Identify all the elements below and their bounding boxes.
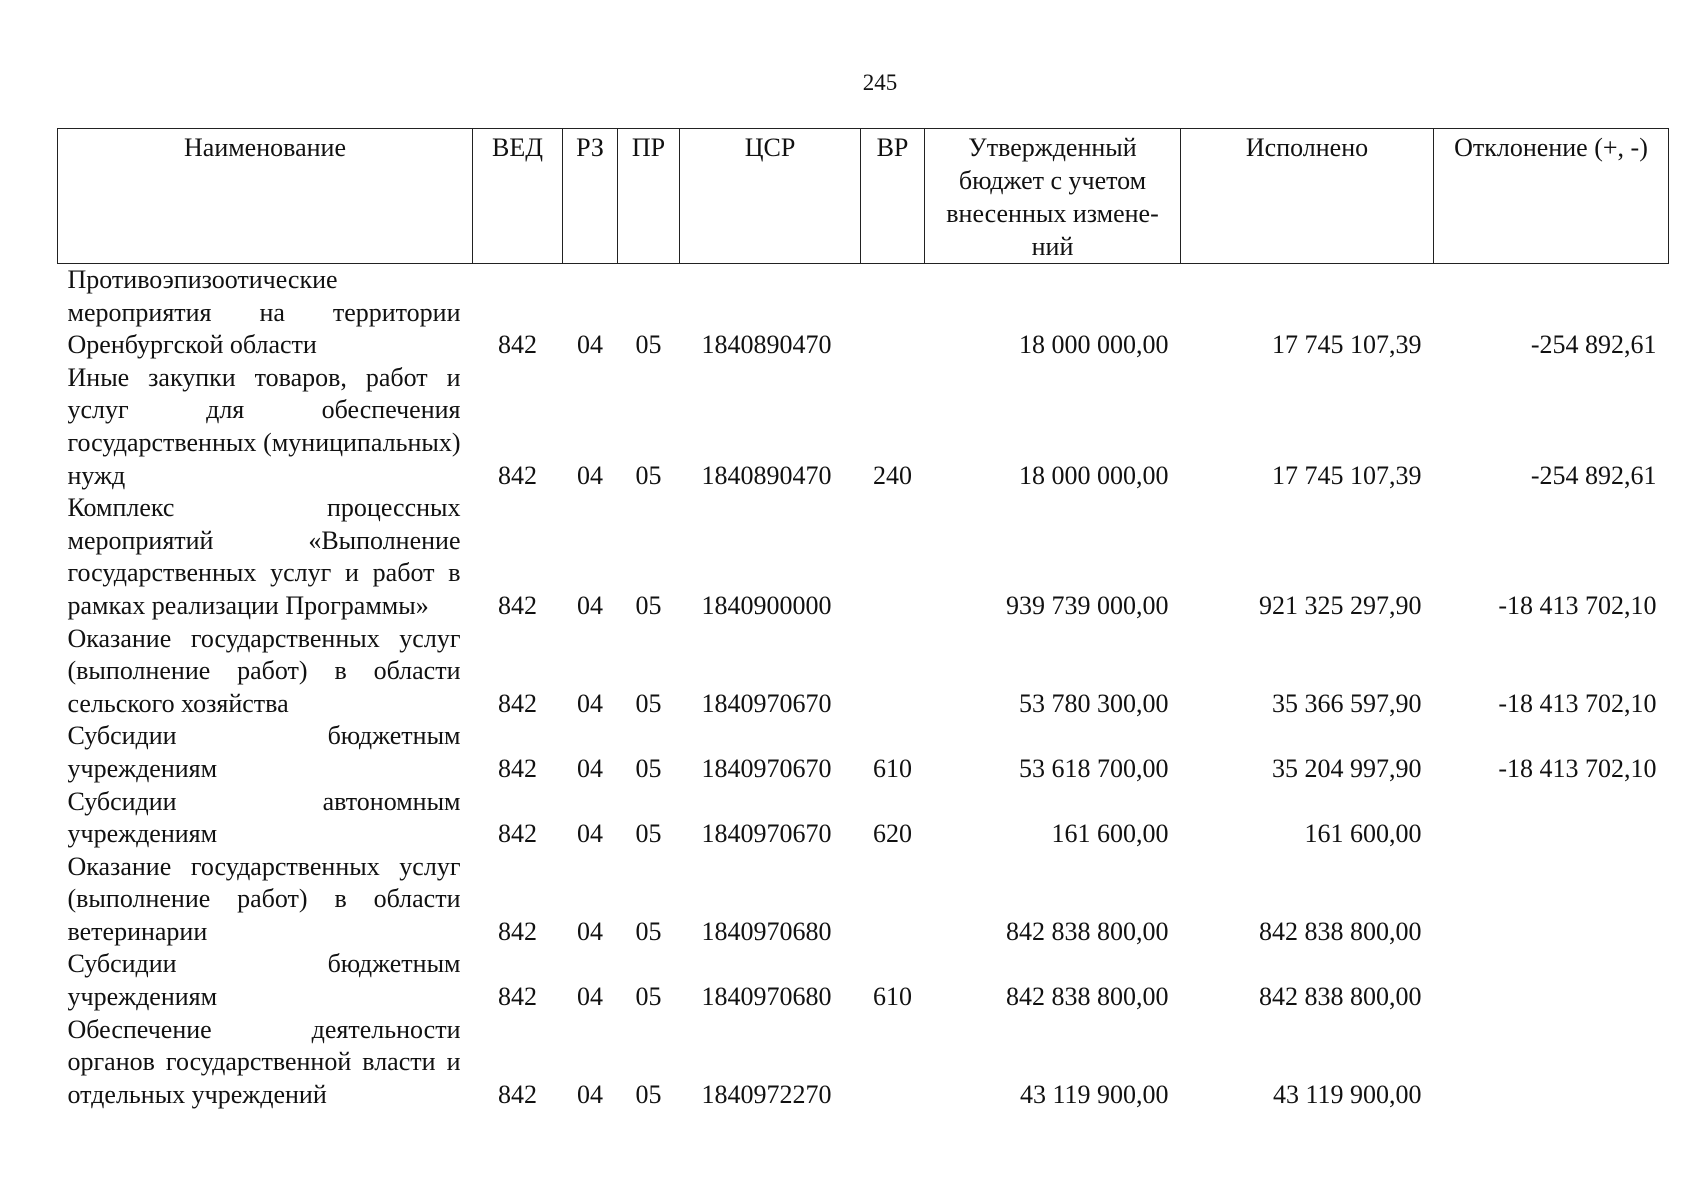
cell-name: Противоэпизоотические мероприятия на территории Оренбургской области: [67, 265, 461, 360]
cell-csr: 1840970670: [701, 819, 832, 849]
page-number: 245: [862, 70, 898, 95]
header-ved: ВЕД: [473, 129, 563, 264]
cell-approved: 53 618 700,00: [1019, 753, 1169, 783]
cell-vr: 610: [873, 753, 912, 783]
cell-approved: 53 780 300,00: [1019, 688, 1169, 718]
cell-vr: [861, 264, 925, 362]
cell-rz: 04: [577, 590, 603, 620]
cell-executed: 17 745 107,39: [1272, 460, 1422, 490]
header-rz: РЗ: [563, 129, 618, 264]
cell-csr: 1840970680: [701, 982, 832, 1012]
cell-rz: 04: [577, 819, 603, 849]
cell-pr: 05: [635, 819, 662, 849]
cell-ved: 842: [498, 819, 537, 849]
cell-executed: 161 600,00: [1304, 819, 1422, 849]
table-row: [58, 786, 1669, 851]
cell-name: Субсидии бюджетным учреждениям: [67, 721, 461, 783]
cell-pr: 05: [635, 330, 662, 360]
cell-approved: 842 838 800,00: [1006, 916, 1169, 946]
header-csr: ЦСР: [680, 129, 861, 264]
cell-ved: 842: [498, 590, 537, 620]
table-row: [58, 492, 1669, 622]
cell-deviation: [1434, 786, 1669, 851]
cell-vr: 620: [873, 819, 912, 849]
cell-rz: 04: [577, 460, 603, 490]
cell-deviation: -254 892,61: [1530, 460, 1657, 490]
cell-name: Оказание государственных услуг (выполнение работ) в области ветеринарии: [67, 851, 461, 946]
header-deviation: Отклонение (+, -): [1434, 129, 1669, 264]
cell-vr: [861, 492, 925, 622]
cell-rz: 04: [577, 982, 603, 1012]
cell-approved: 939 739 000,00: [1006, 590, 1169, 620]
cell-ved: 842: [498, 460, 537, 490]
cell-pr: 05: [635, 590, 662, 620]
cell-vr: [861, 623, 925, 721]
cell-approved: 842 838 800,00: [1006, 982, 1169, 1012]
table-row: [58, 362, 1669, 492]
cell-pr: 05: [635, 982, 662, 1012]
header-pr: ПР: [618, 129, 680, 264]
cell-rz: 04: [577, 1079, 603, 1109]
cell-executed: 842 838 800,00: [1259, 982, 1422, 1012]
table-row: [58, 264, 1669, 362]
cell-ved: 842: [498, 330, 537, 360]
table-row: [58, 948, 1669, 1013]
cell-executed: 921 325 297,90: [1259, 590, 1422, 620]
cell-name: Субсидии бюджетным учреждениям: [67, 949, 461, 1012]
cell-name: Обеспечение деятельности органов государственной власти и отдельных учреждений: [67, 1014, 461, 1109]
cell-executed: 17 745 107,39: [1272, 330, 1422, 360]
cell-ved: 842: [498, 916, 537, 946]
cell-approved: 43 119 900,00: [1019, 1079, 1169, 1109]
cell-name: Иные закупки товаров, работ и услуг для обеспечения государственных (муниципальных) нужд: [67, 362, 461, 490]
cell-csr: 1840970670: [701, 753, 832, 783]
cell-csr: 1840970680: [701, 916, 832, 946]
table-row: [58, 1014, 1669, 1112]
cell-pr: 05: [635, 1079, 662, 1109]
cell-ved: 842: [498, 688, 537, 718]
table-body: [58, 264, 1669, 1112]
table-row: [58, 720, 1669, 785]
cell-ved: 842: [498, 982, 537, 1012]
cell-executed: 43 119 900,00: [1272, 1079, 1422, 1109]
cell-deviation: -18 413 702,10: [1498, 753, 1657, 783]
cell-name: Субсидии автономным учреждениям: [67, 786, 461, 849]
cell-name: Оказание государственных услуг (выполнение работ) в области сельского хозяйства: [67, 623, 461, 718]
table-row: [58, 851, 1669, 949]
header-vr: ВР: [861, 129, 925, 264]
cell-csr: 1840970670: [701, 688, 832, 718]
cell-deviation: -254 892,61: [1530, 330, 1657, 360]
budget-table: [57, 128, 1669, 1111]
cell-executed: 35 366 597,90: [1272, 688, 1422, 718]
cell-pr: 05: [635, 460, 662, 490]
cell-deviation: [1434, 1014, 1669, 1112]
table-header: [58, 129, 1669, 264]
header-approved: Утвержденный бюджет с учетом внесенных измене-ний: [925, 129, 1181, 264]
cell-vr: [861, 851, 925, 949]
cell-approved: 161 600,00: [1051, 819, 1169, 849]
cell-ved: 842: [498, 1079, 537, 1109]
cell-executed: 842 838 800,00: [1259, 916, 1422, 946]
cell-ved: 842: [498, 753, 537, 783]
cell-rz: 04: [577, 688, 603, 718]
cell-deviation: [1434, 851, 1669, 949]
cell-vr: [861, 1014, 925, 1112]
cell-deviation: [1434, 948, 1669, 1013]
cell-csr: 1840890470: [701, 460, 832, 490]
cell-deviation: -18 413 702,10: [1498, 688, 1657, 718]
table-row: [58, 623, 1669, 721]
cell-csr: 1840900000: [701, 590, 832, 620]
cell-pr: 05: [635, 688, 662, 718]
cell-vr: 610: [873, 982, 912, 1012]
cell-pr: 05: [635, 916, 662, 946]
cell-rz: 04: [577, 916, 603, 946]
cell-deviation: -18 413 702,10: [1498, 590, 1657, 620]
cell-rz: 04: [577, 330, 603, 360]
cell-pr: 05: [635, 753, 662, 783]
cell-csr: 1840890470: [701, 330, 832, 360]
cell-csr: 1840972270: [701, 1079, 832, 1109]
cell-approved: 18 000 000,00: [1019, 330, 1169, 360]
header-executed: Исполнено: [1181, 129, 1434, 264]
cell-approved: 18 000 000,00: [1019, 460, 1169, 490]
cell-rz: 04: [577, 753, 603, 783]
cell-name: Комплекс процессных мероприятий «Выполнение государственных услуг и работ в рамках реализации Программы»: [67, 493, 461, 620]
header-name: Наименование: [58, 129, 473, 264]
cell-executed: 35 204 997,90: [1272, 753, 1422, 783]
cell-vr: 240: [873, 460, 912, 490]
